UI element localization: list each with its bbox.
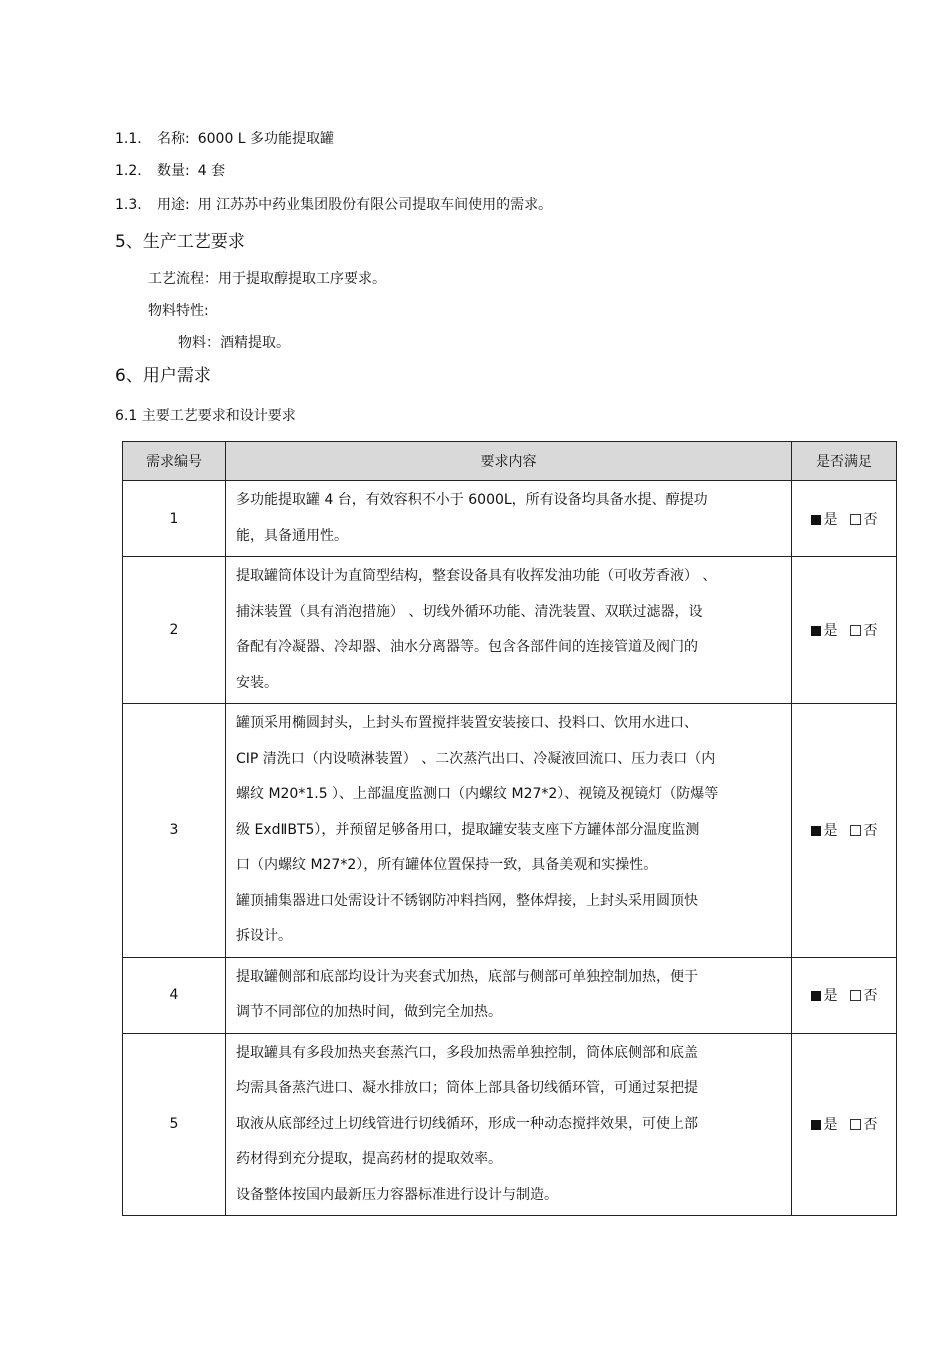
- process-flow: 工艺流程：用于提取醇提取工序要求。: [148, 271, 386, 287]
- item-label: 名称:: [157, 131, 190, 147]
- material-properties: 物料特性:: [148, 303, 209, 319]
- requirement-line: 提取罐筒体设计为直筒型结构，整套设备具有收挥发油功能（可收芳香液） 、: [236, 568, 717, 584]
- met-cell: [792, 1033, 897, 1216]
- item-1-3: [115, 194, 552, 214]
- requirement-line: 药材得到充分提取，提高药材的提取效率。: [236, 1151, 502, 1167]
- met-cell: [792, 557, 897, 704]
- yes-label: 是: [823, 823, 838, 840]
- requirement-content: [226, 704, 792, 958]
- requirement-line: 取液从底部经过上切线管进行切线循环，形成一种动态搅拌效果，可使上部: [236, 1115, 698, 1132]
- requirement-line: 提取罐具有多段加热夹套蒸汽口，多段加热需单独控制，筒体底侧部和底盖: [236, 1044, 698, 1061]
- requirement-line: 提取罐侧部和底部均设计为夹套式加热，底部与侧部可单独控制加热，便于: [236, 968, 698, 985]
- yes-option[interactable]: [811, 1117, 838, 1133]
- no-label: 否: [863, 623, 878, 639]
- unchecked-box-icon: [850, 625, 861, 636]
- no-option[interactable]: [850, 1117, 878, 1133]
- yes-label: 是: [823, 623, 838, 639]
- unchecked-box-icon: [850, 990, 861, 1001]
- material: 物料：酒精提取。: [178, 335, 290, 351]
- requirement-line: 级 ExdⅡBT5），并预留足够备用口，提取罐安装支座下方罐体部分温度监测: [236, 821, 700, 838]
- no-option[interactable]: [850, 823, 878, 839]
- item-value: 4 套: [197, 163, 226, 179]
- item-number: 1.2.: [115, 163, 142, 179]
- item-value: 用 江苏苏中药业集团股份有限公司提取车间使用的需求。: [197, 197, 553, 213]
- requirement-id: 5: [123, 1033, 226, 1216]
- no-label: 否: [863, 511, 878, 528]
- requirement-line: 能，具备通用性。: [236, 527, 348, 544]
- yes-option[interactable]: [811, 623, 838, 639]
- yes-option[interactable]: [811, 512, 838, 528]
- requirement-line: 安装。: [236, 674, 278, 691]
- section-6-heading: 6、用户需求: [115, 366, 211, 386]
- requirement-content: [226, 957, 792, 1033]
- header-met: 是否满足: [792, 442, 897, 481]
- requirement-line: 备配有冷凝器、冷却器、油水分离器等。包含各部件间的连接管道及阀门的: [236, 639, 698, 655]
- table-row: [123, 1033, 897, 1216]
- checked-box-icon: [811, 626, 821, 636]
- yes-label: 是: [823, 511, 838, 528]
- header-content: 要求内容: [226, 442, 792, 481]
- requirement-line: 捕沫装置（具有消泡措施） 、切线外循环功能、清洗装置、双联过滤器，设: [236, 603, 703, 620]
- requirement-content: [226, 1033, 792, 1216]
- table-row: [123, 704, 897, 958]
- requirement-id: 4: [123, 957, 226, 1033]
- header-id: 需求编号: [123, 442, 226, 481]
- yes-label: 是: [823, 1117, 838, 1134]
- item-label: 数量:: [157, 163, 190, 179]
- item-label: 用途:: [157, 197, 190, 213]
- no-option[interactable]: [850, 988, 878, 1004]
- no-label: 否: [863, 823, 878, 840]
- table-row: [123, 957, 897, 1033]
- requirement-line: 调节不同部位的加热时间，做到完全加热。: [236, 1004, 502, 1020]
- item-1-2: [115, 160, 225, 180]
- item-value: 6000 L 多功能提取罐: [197, 131, 335, 147]
- requirement-line: 口（内螺纹 M27*2），所有罐体位置保持一致，具备美观和实操性。: [236, 857, 658, 873]
- no-label: 否: [863, 1117, 878, 1134]
- yes-option[interactable]: [811, 988, 838, 1004]
- requirement-content: [226, 481, 792, 557]
- yes-option[interactable]: [811, 823, 838, 839]
- checked-box-icon: [811, 826, 821, 836]
- requirement-line: CIP 清洗口（内设喷淋装置） 、二次蒸汽出口、冷凝液回流口、压力表口（内: [236, 750, 716, 767]
- requirement-line: 罐顶捕集器进口处需设计不锈钢防冲料挡网，整体焊接，上封头采用圆顶快: [236, 892, 698, 909]
- section-6-1-heading: 6.1 主要工艺要求和设计要求: [115, 408, 296, 424]
- requirement-line: 螺纹 M20*1.5 ）、上部温度监测口（内螺纹 M27*2）、视镜及视镜灯（防爆等: [236, 786, 719, 802]
- no-option[interactable]: [850, 623, 878, 639]
- no-option[interactable]: [850, 512, 878, 528]
- checked-box-icon: [811, 1120, 821, 1130]
- unchecked-box-icon: [850, 1119, 861, 1130]
- requirement-line: 均需具备蒸汽进口、凝水排放口；筒体上部具备切线循环管，可通过泵把提: [236, 1080, 698, 1096]
- table-row: [123, 557, 897, 704]
- requirement-line: 罐顶采用椭圆封头，上封头布置搅拌装置安装接口、投料口、饮用水进口、: [236, 715, 698, 731]
- yes-label: 是: [823, 988, 838, 1004]
- table-header-row: [123, 442, 897, 481]
- table-row: [123, 481, 897, 557]
- no-label: 否: [863, 988, 878, 1004]
- met-cell: [792, 704, 897, 958]
- requirement-id: 3: [123, 704, 226, 958]
- met-cell: [792, 957, 897, 1033]
- requirement-line: 设备整体按国内最新压力容器标准进行设计与制造。: [236, 1186, 558, 1203]
- requirements-table: [122, 441, 897, 1216]
- checked-box-icon: [811, 515, 821, 525]
- requirement-line: 拆设计。: [236, 928, 292, 944]
- requirement-content: [226, 557, 792, 704]
- item-1-1: [115, 128, 334, 148]
- unchecked-box-icon: [850, 514, 861, 525]
- met-cell: [792, 481, 897, 557]
- unchecked-box-icon: [850, 825, 861, 836]
- item-number: 1.3.: [115, 197, 142, 213]
- requirement-line: 多功能提取罐 4 台，有效容积不小于 6000L，所有设备均具备水提、醇提功: [236, 492, 708, 508]
- item-number: 1.1.: [115, 131, 142, 147]
- checked-box-icon: [811, 991, 821, 1001]
- requirement-id: 2: [123, 557, 226, 704]
- requirement-id: 1: [123, 481, 226, 557]
- section-5-heading: 5、生产工艺要求: [115, 232, 245, 252]
